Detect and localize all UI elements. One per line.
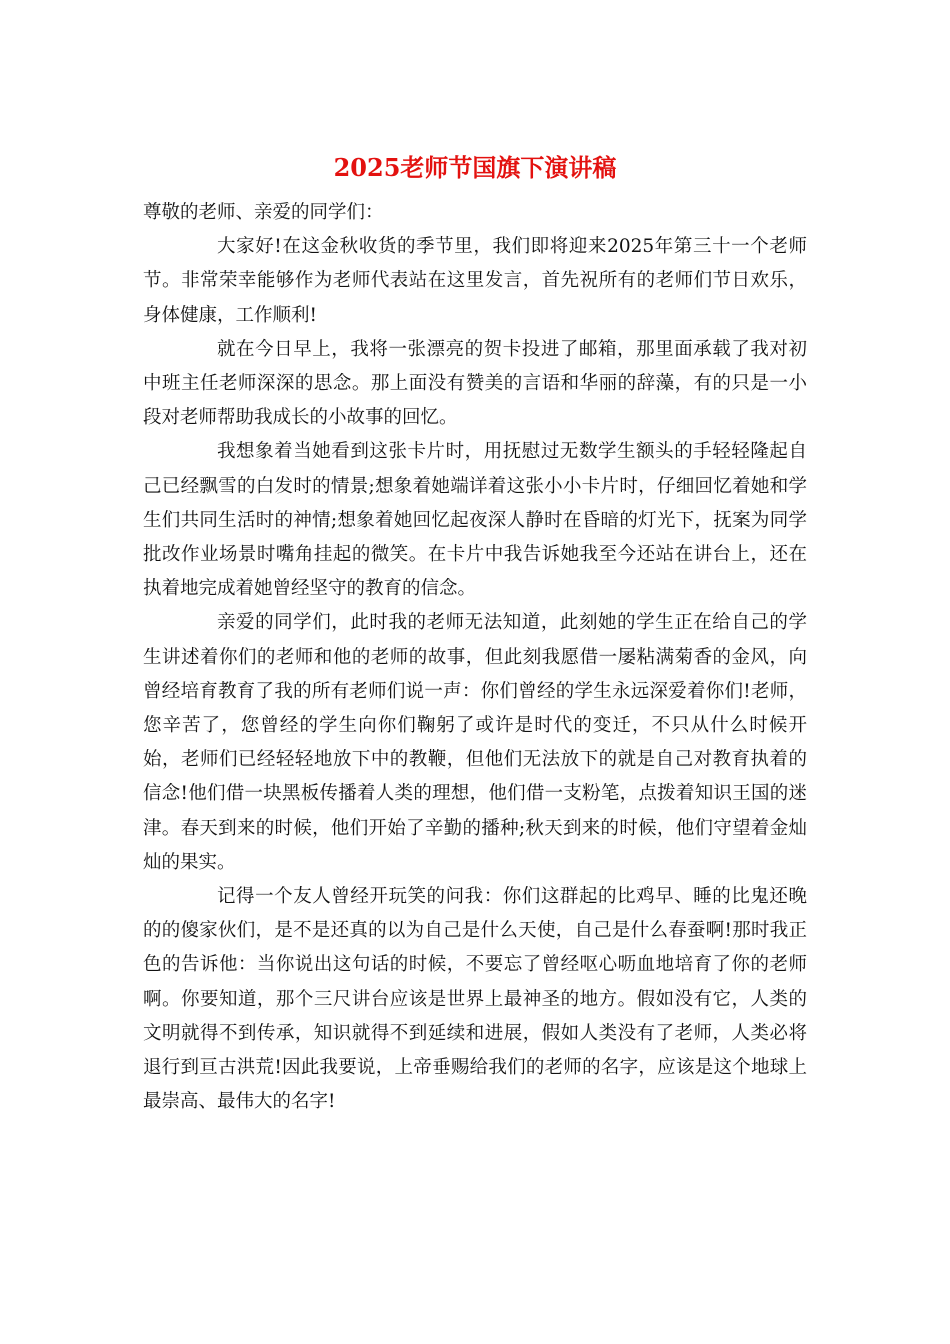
- paragraph-5: 记得一个友人曾经开玩笑的问我：你们这群起的比鸡早、睡的比鬼还晚的的傻家伙们，是不是还真的以为自己是什么天使，自己是什么春蚕啊!那时我正色的告诉他：当你说出这句话的时候，不要忘了曾经呕心呖血地培育了你的老师啊。你要知道，那个三尺讲台应该是世界上最神圣的地方。假如没有它，人类的文明就得不到传承，知识就得不到延续和进展，假如人类没有了老师，人类必将退行到亘古洪荒!因此我要说，上帝垂赐给我们的老师的名字，应该是这个地球上最崇高、最伟大的名字!: [143, 886, 807, 1113]
- paragraph-2: 就在今日早上，我将一张漂亮的贺卡投进了邮箱，那里面承载了我对初中班主任老师深深的思念。那上面没有赞美的言语和华丽的辞藻，有的只是一小段对老师帮助我成长的小故事的回忆。: [143, 338, 807, 429]
- document-title: 2025老师节国旗下演讲稿: [333, 153, 617, 182]
- paragraph-4: 亲爱的同学们，此时我的老师无法知道，此刻她的学生正在给自己的学生讲述着你们的老师和他的老师的故事，但此刻我愿借一屡粘满菊香的金风，向曾经培育教育了我的所有老师们说一声：你们曾经的学生永远深爱着你们!老师，您辛苦了，您曾经的学生向你们鞠躬了或许是时代的变迁，不只从什么时候开始，老师们已经轻轻地放下中的教鞭，但他们无法放下的就是自己对教育执着的信念!他们借一块黑板传播着人类的理想，他们借一支粉笔，点拨着知识王国的迷津。春天到来的时候，他们开始了辛勤的播种;秋天到来的时候，他们守望着金灿灿的果实。: [143, 612, 807, 873]
- salutation: 尊敬的老师、亲爱的同学们：: [143, 202, 384, 223]
- document-body: [143, 196, 807, 1119]
- paragraph-3: 我想象着当她看到这张卡片时，用抚慰过无数学生额头的手轻轻隆起自己已经飘雪的白发时的情景;想象着她端详着这张小小卡片时，仔细回忆着她和学生们共同生活时的神情;想象着她回忆起夜深人静时在昏暗的灯光下，抚案为同学批改作业场景时嘴角挂起的微笑。在卡片中我告诉她我至今还站在讲台上，还在执着地完成着她曾经坚守的教育的信念。: [143, 441, 807, 600]
- paragraph-1: 大家好!在这金秋收货的季节里，我们即将迎来2025年第三十一个老师节。非常荣幸能够作为老师代表站在这里发言，首先祝所有的老师们节日欢乐，身体健康，工作顺利!: [143, 236, 807, 326]
